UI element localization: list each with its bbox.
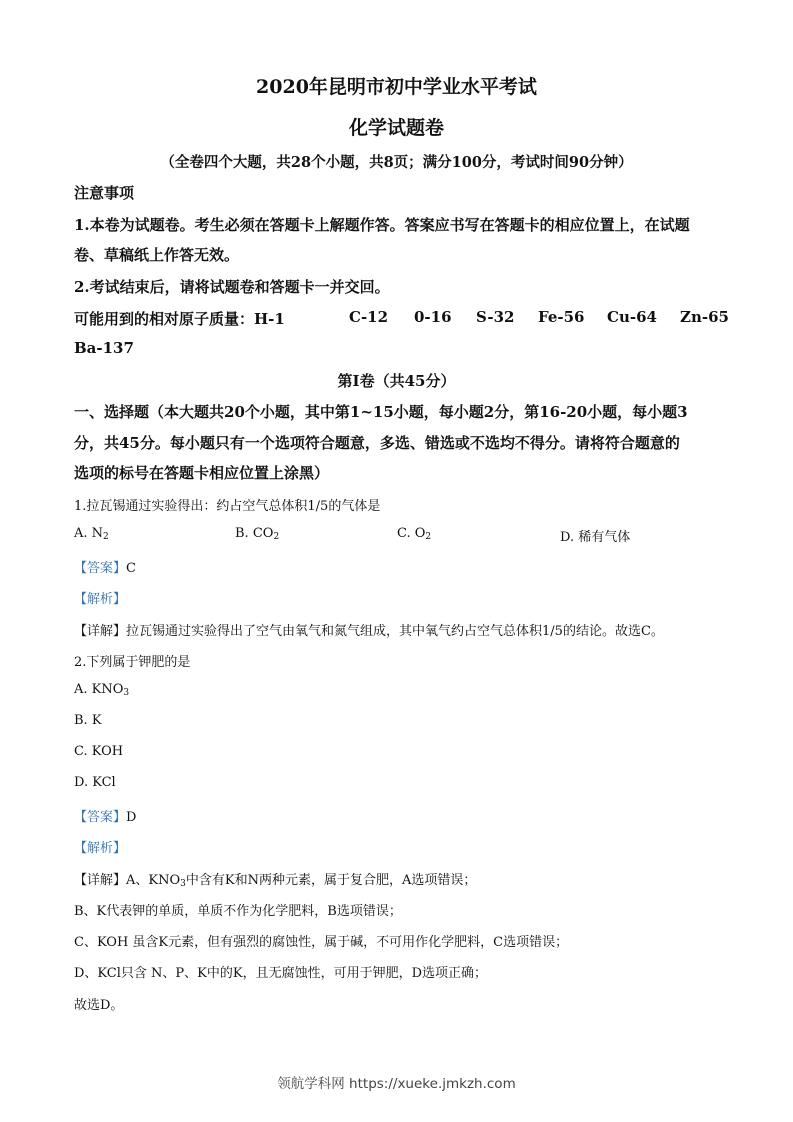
atomic-masses bbox=[74, 308, 734, 330]
notice-item-2: 2.考试结束后，请将试题卷和答题卡一并交回。 bbox=[74, 278, 390, 296]
question-2-option-a: A. $KNO_3$ bbox=[74, 682, 130, 698]
section-instructions-line-2: 分，共45分。每小题只有一个选项符合题意，多选、错选或不选均不得分。请将符合题意的 bbox=[74, 434, 680, 452]
question-2-detail-2: B、K代表钾的单质，单质不作为化学肥料，B选项错误； bbox=[74, 904, 402, 919]
question-1-answer bbox=[74, 557, 136, 576]
mass-c: C-12 bbox=[349, 308, 389, 326]
section-instructions-line-3: 选项的标号在答题卡相应位置上涂黑） bbox=[74, 464, 330, 482]
mass-cu: Cu-64 bbox=[607, 308, 657, 326]
notice-item-1-line-1: 1.本卷为试题卷。考生必须在答题卡上解题作答。答案应书写在答题卡的相应位置上，在试题 bbox=[74, 216, 690, 234]
notice-heading: 注意事项 bbox=[74, 184, 135, 202]
question-2-option-c: C. KOH bbox=[74, 744, 124, 759]
question-2-option-d: D. KCl bbox=[74, 775, 116, 790]
question-2-detail-3: C、KOH 虽含K元素，但有强烈的腐蚀性，属于碱，不可用作化学肥料，C选项错误； bbox=[74, 935, 569, 950]
question-2-option-b: B. K bbox=[74, 713, 102, 728]
question-1-stem: 1.拉瓦锡通过实验得出：约占空气总体积1/5的气体是 bbox=[74, 499, 381, 514]
question-2-answer bbox=[74, 806, 136, 825]
question-1-analysis-tag: 【解析】 bbox=[74, 592, 127, 607]
mass-label: 可能用到的相对原子质量：H-1 bbox=[74, 310, 285, 328]
exam-title: 2020年昆明市初中学业水平考试 bbox=[256, 76, 537, 98]
question-1-detail bbox=[74, 620, 664, 639]
detail-tag: 【详解】 bbox=[74, 624, 127, 639]
question-1-option-c: C. $O_2$ bbox=[397, 526, 432, 542]
answer-tag: 【答案】 bbox=[74, 561, 127, 576]
mass-s: S-32 bbox=[476, 308, 515, 326]
question-2-detail-4: D、KCl只含 N、P、K中的K，且无腐蚀性，可用于钾肥，D选项正确； bbox=[74, 966, 487, 981]
answer-value: C bbox=[126, 561, 136, 576]
question-2-detail-1: 【详解】A、$KNO_3$中含有K和N两种元素，属于复合肥，A选项错误； bbox=[74, 873, 477, 889]
question-1-option-b: B. $CO_2$ bbox=[235, 526, 280, 542]
mass-o: 0-16 bbox=[414, 308, 452, 326]
question-2-conclusion: 故选D。 bbox=[74, 998, 124, 1013]
question-2-stem: 2.下列属于钾肥的是 bbox=[74, 655, 191, 670]
question-2-analysis-tag: 【解析】 bbox=[74, 841, 127, 856]
notice-item-1-line-2: 卷、草稿纸上作答无效。 bbox=[74, 246, 240, 264]
detail-text: 拉瓦锡通过实验得出了空气由氧气和氮气组成，其中氧气约占空气总体积1/5的结论。故选C。 bbox=[126, 624, 664, 639]
answer-value: D bbox=[126, 810, 137, 825]
mass-zn: Zn-65 bbox=[680, 308, 729, 326]
detail-tag: 【详解】 bbox=[74, 873, 127, 888]
footer-watermark: 领航学科网 https://xueke.jmkzh.com bbox=[277, 1076, 516, 1092]
mass-fe: Fe-56 bbox=[538, 308, 585, 326]
section-instructions-line-1: 一、选择题（本大题共20个小题，其中第1~15小题，每小题2分，第16-20小题，每小题3 bbox=[74, 403, 688, 421]
exam-info: （全卷四个大题，共28个小题，共8页；满分100分，考试时间90分钟） bbox=[160, 154, 633, 171]
question-1-option-a: A. $N_2$ bbox=[74, 526, 109, 542]
section-title: 第Ⅰ卷（共45分） bbox=[337, 372, 456, 390]
exam-subtitle: 化学试题卷 bbox=[348, 117, 444, 139]
question-1-option-d: D. 稀有气体 bbox=[560, 530, 631, 545]
question-1-options bbox=[74, 526, 714, 546]
answer-tag: 【答案】 bbox=[74, 810, 127, 825]
mass-ba: Ba-137 bbox=[74, 339, 134, 357]
